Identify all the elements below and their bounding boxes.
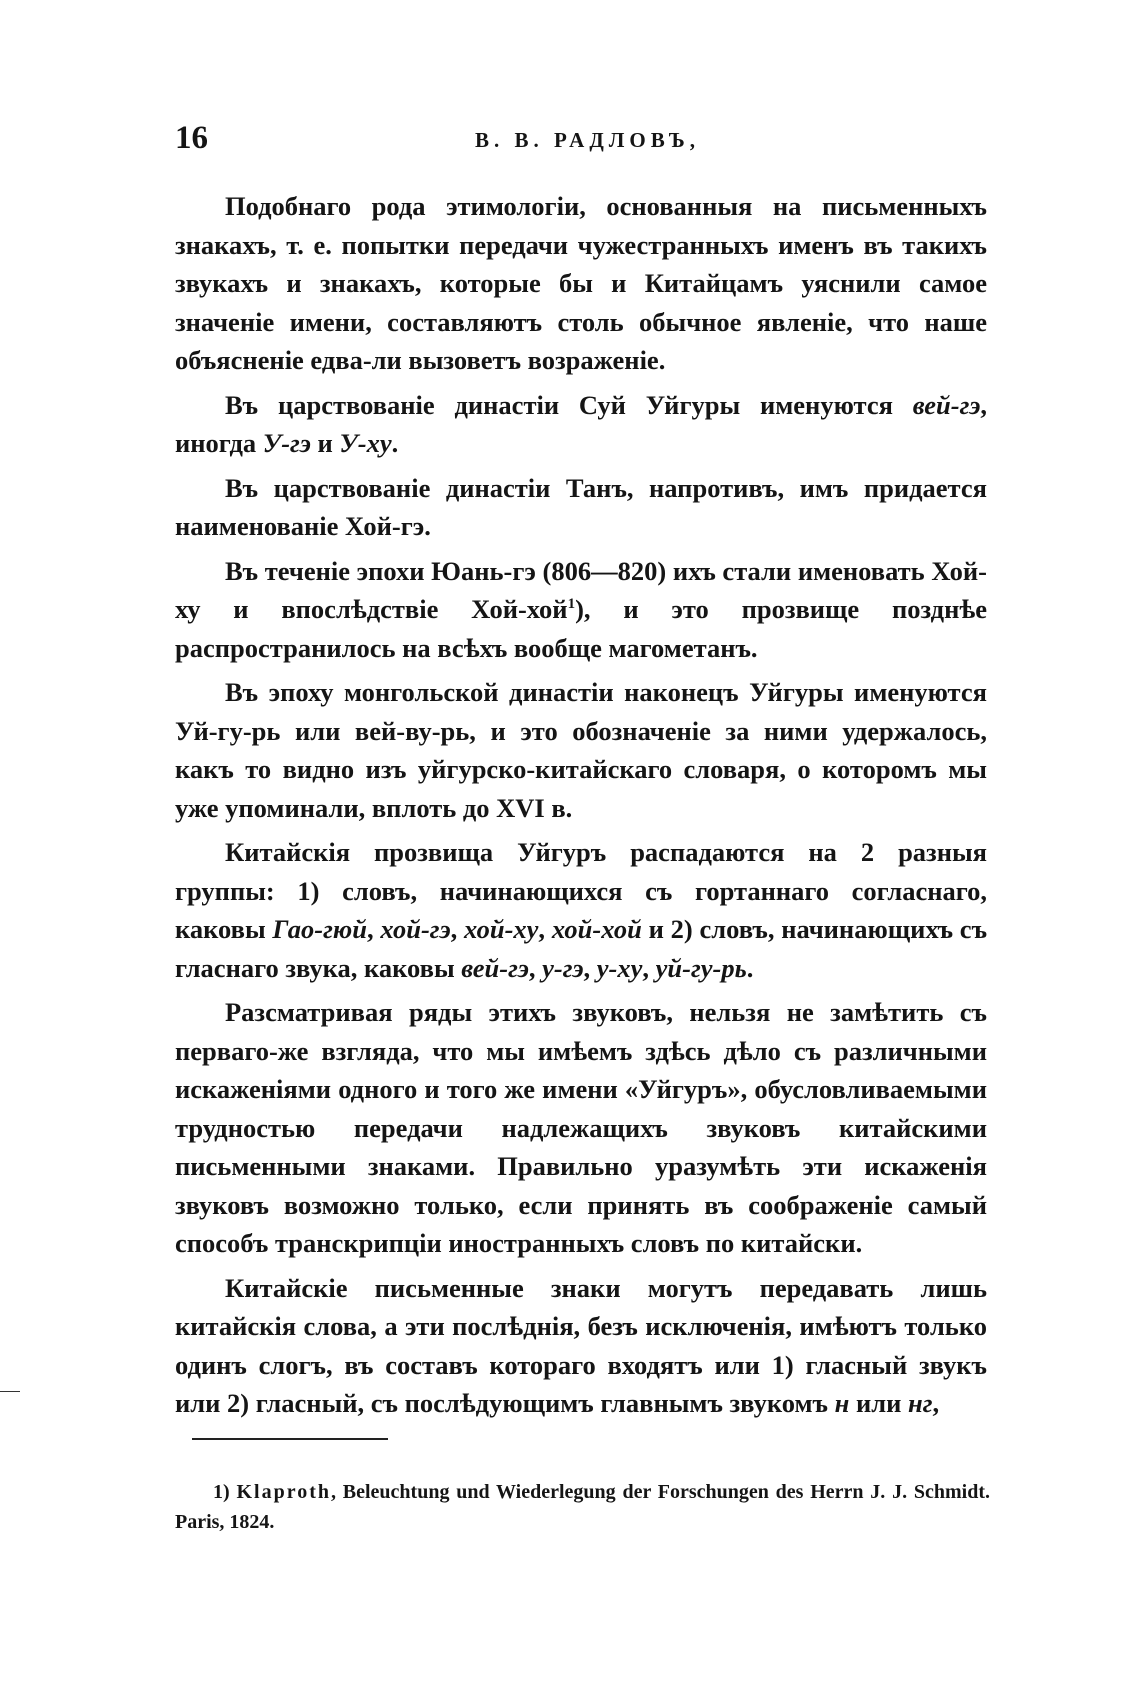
term-italic: хой-ху — [464, 914, 539, 944]
term-italic: вей-гэ — [912, 389, 981, 420]
footnote — [175, 1477, 990, 1537]
margin-mark — [0, 1391, 20, 1392]
page-header — [175, 120, 990, 160]
term-italic: У-ху — [339, 428, 392, 458]
paragraph-8: Китайскіе письменные знаки могутъ передавать лишь китайскія слова, а эти послѣднія, безъ исключенія, имѣютъ только одинъ слогъ, въ составъ котораго входятъ или 1) гласный звукъ или 2) гласный, съ послѣдующимъ главнымъ звукомъ н или нг, — [175, 1272, 987, 1418]
running-head: В. В. РАДЛОВЪ, — [475, 128, 700, 152]
footnote-reference: 1 — [567, 596, 576, 613]
term-italic: у-ху — [596, 952, 643, 983]
term-italic: хой-хой — [551, 914, 642, 944]
page-number: 16 — [175, 120, 208, 156]
paragraph-7: Разсматривая ряды этихъ звуковъ, нельзя не замѣтить съ перваго-же взгляда, что мы имѣемъ здѣсь дѣло съ различными искаженіями одного и того же имени «Уйгуръ», обусловливаемыми трудностью передачи надлежащихъ звуковъ китайскими письменными знаками. Правильно уразумѣть эти искаженія звуковъ возможно только, если принять въ соображеніе самый способъ транскрипціи иностранныхъ словъ по китайски. — [175, 997, 987, 1258]
term-italic: н — [834, 1388, 850, 1418]
paragraph-4: Въ теченіе эпохи Юань-гэ (806—820) ихъ стали именовать Хой-ху и впослѣдствіе Хой-хой$^1$), и это прозвище позднѣе распространилось на всѣхъ вообще магометанъ. — [175, 555, 988, 663]
term-italic: нг — [908, 1388, 933, 1418]
paragraph-3: Въ царствованіе династіи Танъ, напротивъ, имъ придается наименованіе Хой-гэ. — [175, 472, 987, 541]
footnote-author: Klaproth — [236, 1481, 331, 1503]
term-italic: уй-гу-рь — [655, 952, 747, 983]
body-text — [175, 187, 987, 1429]
term-italic: у-гэ — [542, 952, 584, 983]
term-italic: Гао-гюй — [272, 914, 367, 944]
term-italic: хой-гэ — [380, 914, 451, 944]
term-italic: У-гэ — [262, 428, 311, 458]
footnote-1: 1) Klaproth, Beleuchtung und Wiederlegung der Forschungen des Herrn J. J. Schmidt. Paris, 1824. — [175, 1481, 990, 1533]
paragraph-6: Китайскія прозвища Уйгуръ распадаются на 2 разныя группы: 1) словъ, начинающихся съ гортаннаго согласнаго, каковы Гао-гюй, хой-гэ, хой-ху, хой-хой и 2) словъ, начинающихъ съ гласнаго звука, каковы вей-гэ, у-гэ, у-ху, уй-гу-рь. — [175, 837, 988, 983]
paragraph-1: Подобнаго рода этимологіи, основанныя на письменныхъ знакахъ, т. е. попытки передачи чужестранныхъ именъ въ такихъ звукахъ и знакахъ, которые бы и Китайцамъ уяснили самое значеніе имени, составляютъ столь обычное явленіе, что наше объясненіе едва-ли вызоветъ возраженіе. — [175, 191, 987, 375]
term-italic: вей-гэ — [461, 952, 529, 983]
footnote-divider — [192, 1438, 388, 1440]
paragraph-5: Въ эпоху монгольской династіи наконецъ Уйгуры именуются Уй-гу-рь или вей-ву-рь, и это обозначеніе за ними удержалось, какъ то видно изъ уйгурско-китайскаго словаря, о которомъ мы уже упоминали, вплоть до XVI в. — [175, 677, 987, 823]
paragraph-2: Въ царствованіе династіи Суй Уйгуры именуются вей-гэ, иногда У-гэ и У-ху. — [175, 389, 987, 458]
